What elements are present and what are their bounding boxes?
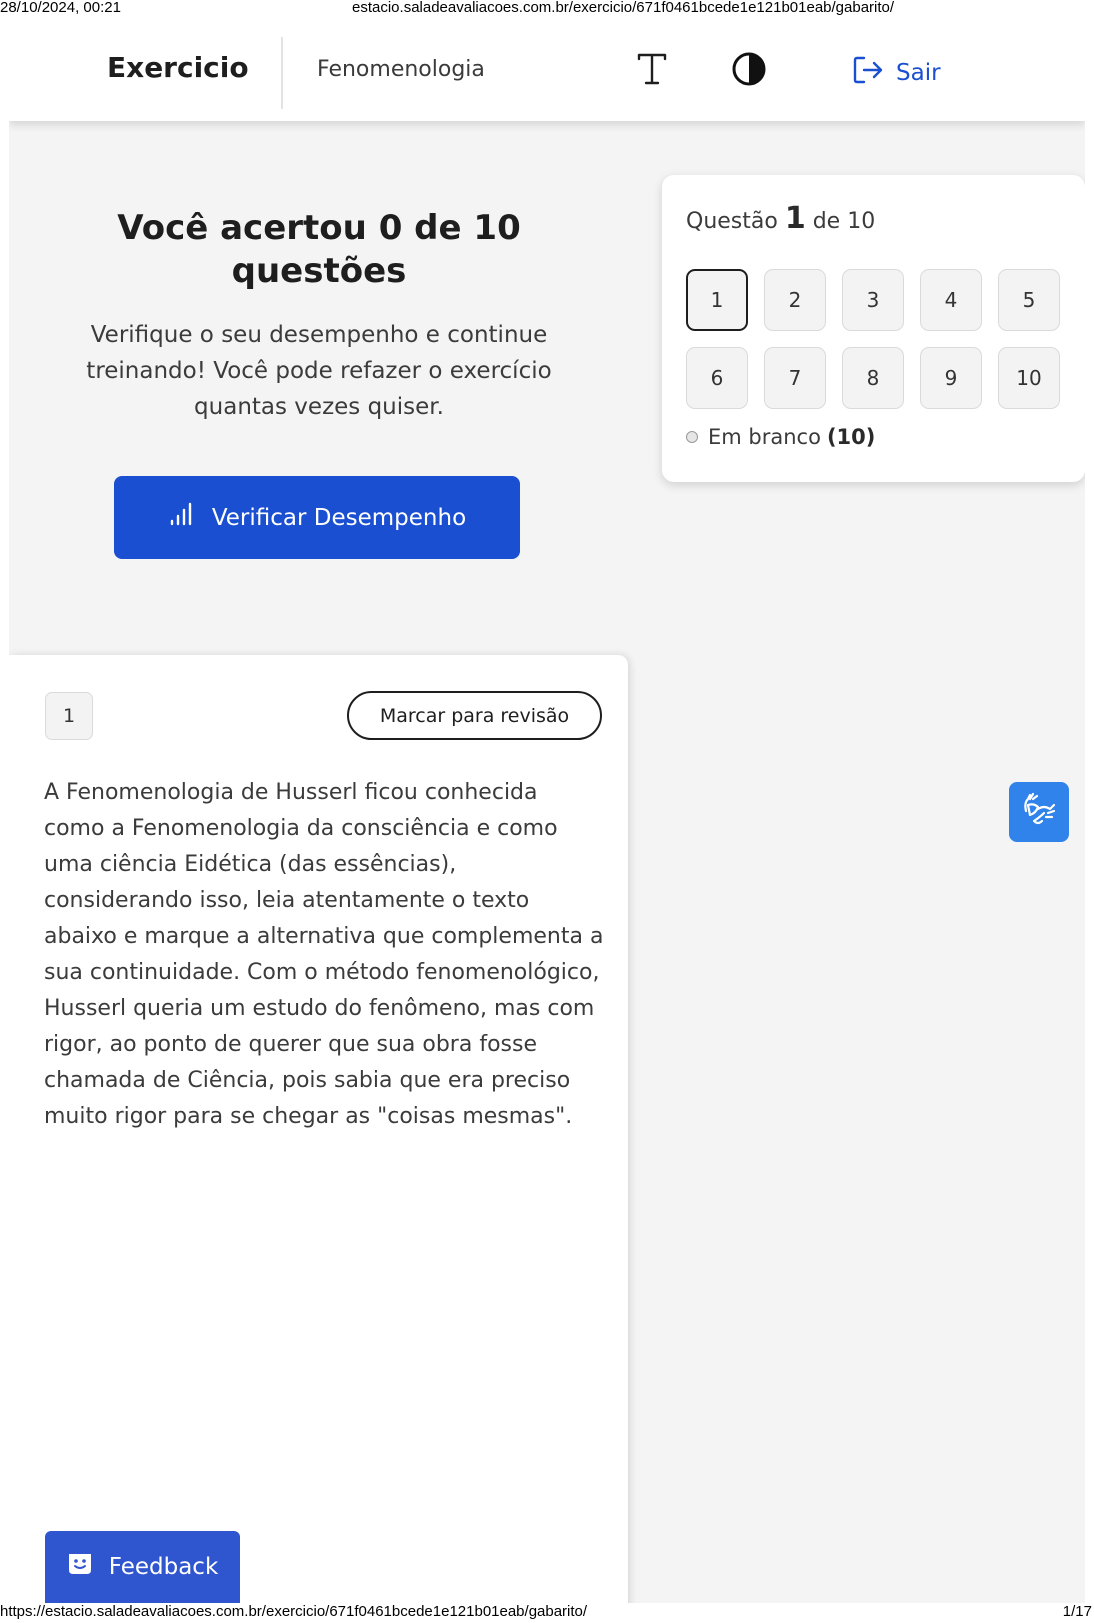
sign-language-button[interactable]	[1009, 782, 1069, 842]
contrast-button[interactable]	[729, 51, 769, 91]
print-footer-url: https://estacio.saladeavaliacoes.com.br/exercicio/671f0461bcede1e121b01eab/gabarito/	[0, 1603, 588, 1620]
logout-icon	[852, 55, 884, 91]
navigator-suffix: de 10	[812, 209, 876, 234]
question-grid	[686, 269, 1060, 409]
question-button-6[interactable]: 6	[686, 347, 748, 409]
mark-for-review-button[interactable]: Marcar para revisão	[347, 691, 602, 740]
question-button-4[interactable]: 4	[920, 269, 982, 331]
question-text: A Fenomenologia de Husserl ficou conhecida como a Fenomenologia da consciência e como uma ciência Eidética (das essências), considerando isso, leia atentamente o texto abaixo e marque a alternativa que complementa a sua continuidade. Com o método fenomenológico, Husserl queria um estudo do fenômeno, mas com rigor, ao ponto de querer que sua obra fosse chamada de Ciência, pois sabia que era preciso muito rigor para se chegar as "coisas mesmas".	[44, 780, 604, 1129]
font-size-icon	[637, 53, 667, 89]
question-number-badge: 1	[45, 692, 93, 740]
feedback-label: Feedback	[108, 1554, 219, 1580]
question-button-2[interactable]: 2	[764, 269, 826, 331]
navigator-current: 1	[784, 201, 806, 236]
app-container	[9, 29, 1085, 1603]
header-divider	[281, 37, 283, 109]
question-card	[9, 655, 628, 1603]
subject-title: Fenomenologia	[317, 57, 485, 82]
print-page-number: 1/17	[1062, 1603, 1092, 1620]
navigator-prefix: Questão	[686, 209, 778, 234]
question-button-7[interactable]: 7	[764, 347, 826, 409]
question-button-5[interactable]: 5	[998, 269, 1060, 331]
logout-label: Sair	[896, 60, 941, 86]
blank-label: Em branco	[708, 425, 821, 449]
blank-count: (10)	[826, 425, 876, 449]
print-url: estacio.saladeavaliacoes.com.br/exercicio/671f0461bcede1e121b01eab/gabarito/	[352, 0, 895, 16]
navigator-title	[686, 201, 875, 236]
print-datetime: 28/10/2024, 00:21	[0, 0, 121, 16]
result-title: Você acertou 0 de 10 questões	[117, 208, 521, 291]
question-button-3[interactable]: 3	[842, 269, 904, 331]
result-description: Verifique o seu desempenho e continue treinando! Você pode refazer o exercício quantas vezes quiser.	[86, 322, 552, 420]
question-navigator	[662, 175, 1085, 482]
print-footer	[0, 1603, 1094, 1619]
sign-language-icon	[1020, 791, 1058, 833]
top-bar	[9, 29, 1085, 121]
font-size-button[interactable]	[632, 51, 672, 91]
blank-legend	[686, 425, 875, 449]
question-button-9[interactable]: 9	[920, 347, 982, 409]
question-button-10[interactable]: 10	[998, 347, 1060, 409]
question-button-1[interactable]: 1	[686, 269, 748, 331]
smile-icon	[67, 1552, 93, 1582]
bar-chart-icon	[168, 502, 194, 534]
print-header	[0, 0, 1094, 15]
brand-title: Exercicio	[107, 51, 249, 84]
verify-performance-label: Verificar Desempenho	[211, 504, 467, 531]
logout-button[interactable]	[852, 53, 941, 93]
blank-status-dot	[686, 431, 698, 443]
feedback-button[interactable]	[45, 1531, 240, 1603]
contrast-icon	[731, 51, 767, 91]
question-button-8[interactable]: 8	[842, 347, 904, 409]
verify-performance-button[interactable]	[114, 476, 520, 559]
